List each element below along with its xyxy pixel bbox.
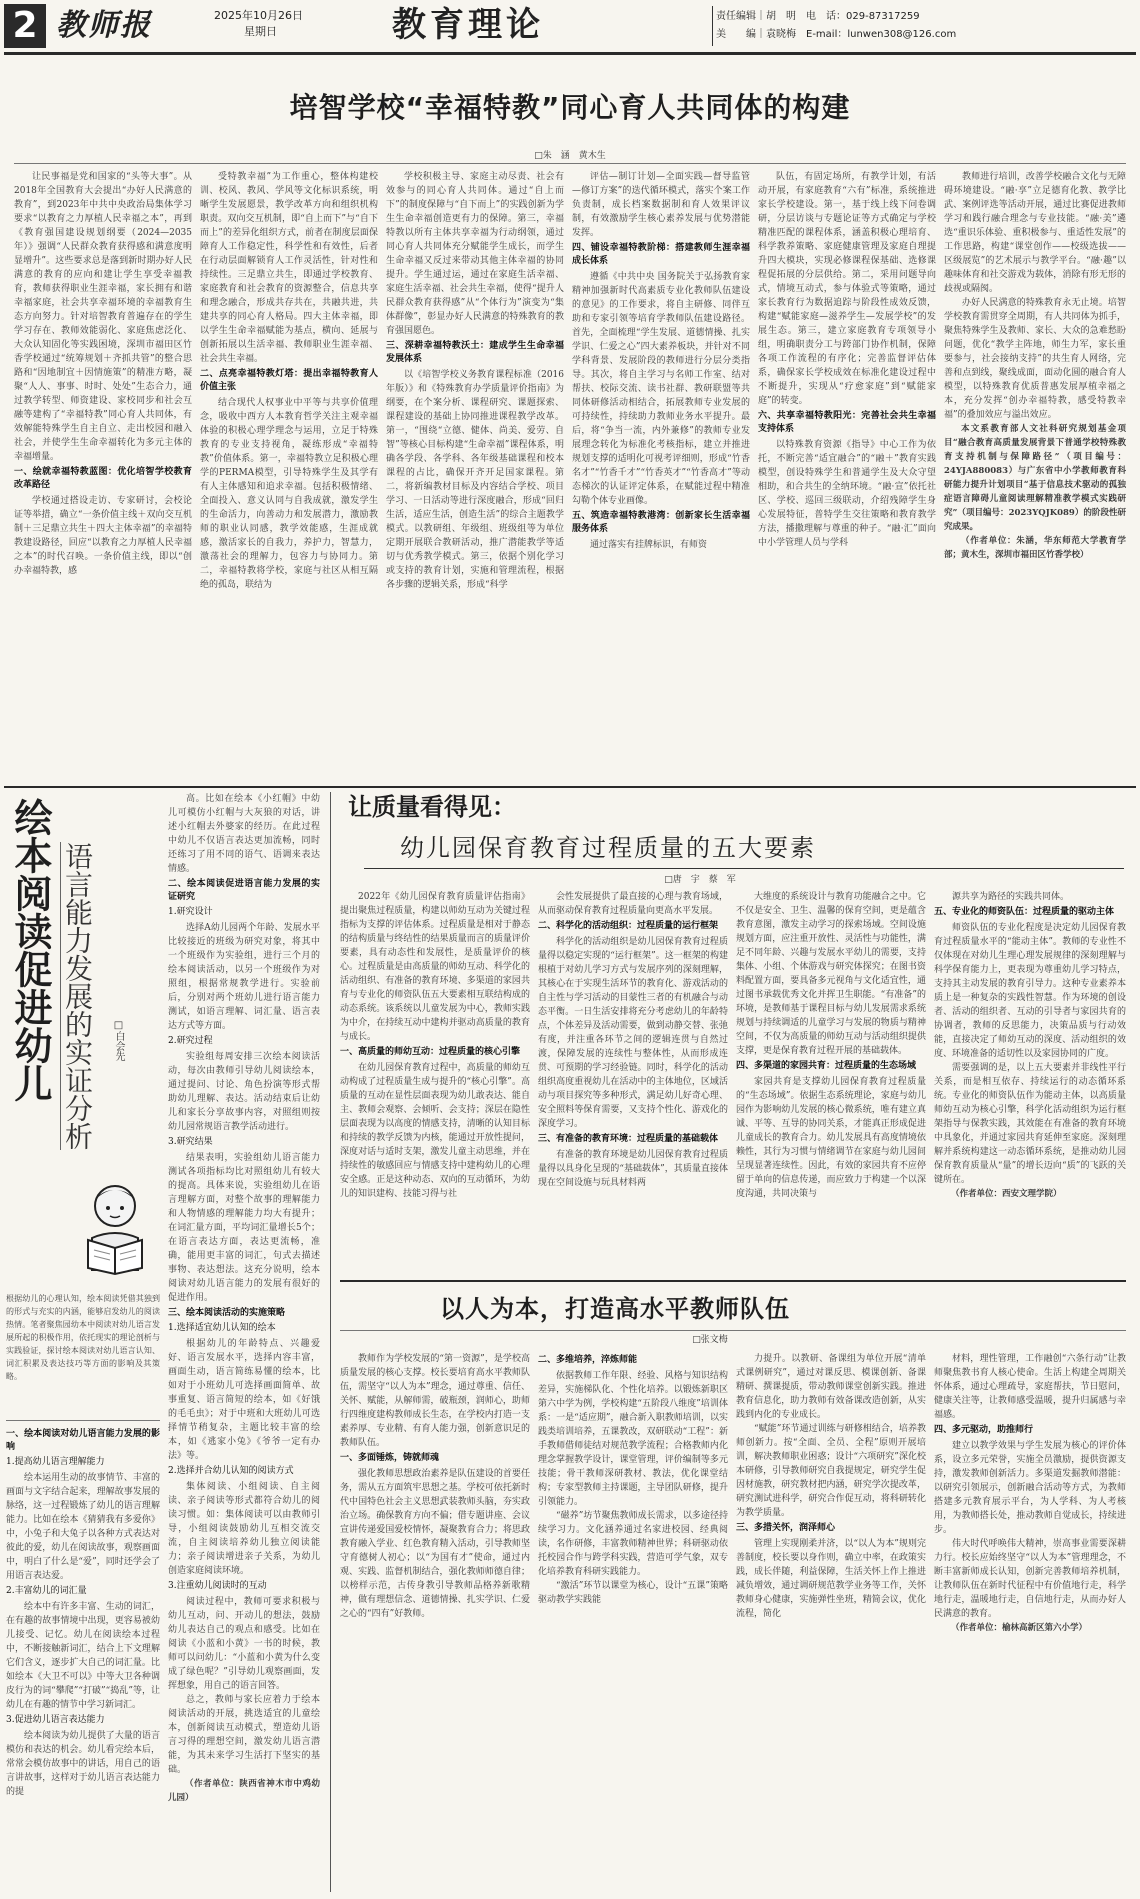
article3-column-1: [340, 890, 530, 1274]
abstract-rule: [6, 1420, 160, 1421]
section-rule: [4, 786, 1136, 788]
paragraph: “磁养”坊节聚焦教师成长需求，以多途径持续学习力。文化涵养通过名家进校园、经典阅读，名作研修，丰富教师精神世界；科研驱动依托校园合作与跨学科实践，营造可学气象，双专化培养教育科研实践能力。: [538, 1511, 728, 1577]
paragraph: 绘本中有许多丰富、生动的词汇，在有趣的故事情境中出现，更容易被幼儿接受、记忆。幼儿在阅读绘本过程中，不断接触新词汇，结合上下文理解它们含义，逐步扩大自己的词汇量。比如绘本《大卫不可以》中等大卫各种调皮行为的词“攀爬”“打破”“捣乱”等，让幼儿在有趣的情节中学习新词汇。: [6, 1602, 160, 1710]
paragraph: 实验组每周安排三次绘本阅读活动，每次由教师引导幼儿阅读绘本，通过提问、讨论、角色扮演等形式帮助幼儿理解、表达。活动结束后让幼儿和家长分享故事内容，对照组则按幼儿园常规语言教学活动进行。: [168, 1052, 320, 1132]
section-rule: [340, 1280, 1126, 1282]
section-title: 教育理论: [392, 5, 544, 45]
sub-subheading: 2.丰富幼儿的词汇量: [6, 1586, 87, 1596]
date: 2025年10月26日: [214, 9, 303, 22]
paragraph: 力提升。以教研、备课组为单位开展“清单式课例研究”，通过对课反思、模课创新、备课精研、撰课提质，带动教师课堂创新实践。推进教育信息化，助力教师有效备课改造创新，从实践到内化的专业成长。: [736, 1354, 926, 1420]
article3-column-2: [538, 890, 728, 1274]
subheading: 三、深耕幸福特教沃土：建成学生生命幸福发展体系: [386, 341, 564, 364]
sub-subheading: 2.研究过程: [168, 1036, 213, 1046]
sub-subheading: 1.选择适宜幼儿认知的绘本: [168, 1323, 276, 1333]
subheading: 二、多维培养，淬炼师能: [538, 1355, 638, 1365]
sub-subheading: 3.促进幼儿语言表达能力: [6, 1715, 105, 1725]
subheading: 一、高质量的师幼互动：过程质量的核心引擎: [340, 1047, 521, 1057]
paragraph: 强化教师思想政治素养是队伍建设的首要任务，需从五方面筑牢思想之基。学校可依托新时代中国特色社会主义思想武装教师头脑，夯实政治立场。确保教育方向不偏；借专题讲座、会议宣讲传递爱国爱校情怀，凝聚教育合力；将思政教育融入学业、红色教育精入活动，引导教师坚守育德树人初心；以“为国有才”使命，通过内观、实践、监督机制结合，强化教师师德自律；以榜样示范，古传身教引导教师品格养新歌精神，做有理想信念、道德情操、扎实学识、仁爱之心的“四有”好教师。: [340, 1469, 530, 1619]
paragraph: 在幼儿园保育教育过程中，高质量的师幼互动构成了过程质量生成与提升的“核心引擎”。高质量的互动在显性层面表现为幼儿敢表达、能自主、教师会观察、会倾听、会支持；深层在隐性层面表现为以高度的情感支持，清晰的认知目标和持续的教学反馈为内核，能通过开放性提问，深度对话与适时支架，激发儿童主动思维，并在持续性的敏感回应与情感支持中建构幼儿的心理安全感。正是这种动态、双向的互动循环，为幼儿的知识建构、技能习得与社: [340, 1063, 530, 1199]
paragraph: 教师作为学校发展的“第一资源”，是学校高质量发展的核心支撑。校长要培育高水平教师队伍，需坚守“以人为本”理念，通过尊重、信任、关怀、赋能，从解师需，破瓶颈，润师心，助师行四维度建构教师成长生态，在学校内打造一支素养厚、专业精、有育人能力强，创新意识足的教师队伍。: [340, 1354, 530, 1448]
paragraph: 学校通过搭设走访、专家研讨，会校论证等举措，确立“一条价值主线＋双向交互机制＋三足鼎立共生＋四大主体幸福”的幸福特教建设路径，回应“以教育之力厚植人民幸福之本”的时代召唤。一条价值主线，即以“创办幸福特教，感: [14, 496, 192, 576]
child-reading-illustration: [70, 1178, 160, 1278]
paragraph: 有准备的教育环境是幼儿园保育教育过程质量得以具身化呈现的“基础载体”，其质量直接体现在空间设施与玩具材料两: [538, 1150, 728, 1188]
author-affiliation: （作者单位：朱涵，华东师范大学教育学部；黄木生，深圳市福田区竹香学校）: [944, 536, 1126, 560]
issue-date: [214, 8, 303, 40]
author-affiliation: （作者单位：西安文理学院）: [951, 1189, 1062, 1199]
newspaper-logo: 教师报: [56, 8, 152, 43]
article3-title-rule: [364, 868, 1124, 869]
subheading: 五、专业化的师资队伍：过程质量的驱动主体: [934, 907, 1115, 917]
article1-byline: □朱 涵 黄木生: [534, 151, 606, 161]
funding-note: 本文系教育部人文社科研究规划基金项目“融合教育高质量发展背景下普通学校特殊教育支持机制与保障路径”（项目编号：24YJA880083）与广东省中小学教师教育科研能力提升计划项目“基于信息技术驱动的孤独症语言障碍儿童阅读理解精准教学模式实践研究”（项目编号：2023YQJK089）的阶段性研究成果。: [944, 424, 1126, 532]
editor-info: [716, 8, 956, 44]
paragraph: 会性发展提供了最直接的心理与教育场域，从而驱动保育教育过程质量向更高水平发展。: [538, 892, 728, 916]
paragraph: 绘本阅读为幼儿提供了大量的语言模仿和表达的机会。幼儿看完绘本后，常常会模仿故事中的讲话，用自己的语言讲故事，这样对于幼儿语言表达能力的提: [6, 1731, 160, 1797]
paragraph: 高。比如在绘本《小红帽》中幼儿可模仿小红帽与大灰狼的对话，讲述小红帽去外婆家的经历。在此过程中幼儿不仅语言表达更加流畅，同时还练习了用不同的语气、语调来表达情感。: [168, 794, 320, 874]
subheading: 三、有准备的教育环境：过程质量的基础载体: [538, 1134, 719, 1144]
subheading: 三、绘本阅读活动的实施策略: [168, 1308, 286, 1318]
paragraph: 以特殊教育资源《指导》中心工作为依托，不断完善“适宜融合”的“融＋”教育实践模型，创设特殊学生和普通学生及大众守望相助，和合共生的全纳环境。“融·宣”依托社区、学校、巡回三级联动，介绍残障学生身心发展特征，普特学生交往策略和教育教学方法，播撒理解与尊重的种子。“融·汇”面向中小学管理人员与学科: [758, 440, 936, 548]
paragraph: 学校积极主导、家庭主动尽责、社会有效参与的同心育人共同体。通过“自上而下”的制度保障与“自下而上”的实践创新为学生生命幸福创造更有力的保障。第三，幸福特教以所有主体共享幸福为行动纲领，通过同心育人共同体充分赋能学生成长，而学生生命幸福又反过来带动其他主体幸福的协同提升。学生通过运，通过在家庭生活幸福、家庭生活幸福、社会共生幸福，使得“提升人民群众教育获得感”从“个体行为”演变为“集体群像”，彰显办好人民满意的特殊教育的教育强国愿色。: [386, 172, 564, 336]
sub-subheading: 1.研究设计: [168, 907, 213, 917]
paragraph: 结果表明，实验组幼儿语言能力测试各项指标均比对照组幼儿有较大的提高。具体来说，实验组幼儿在语言理解方面，对整个故事的理解能力和人物情感的理解能力均大有提升；在词汇量方面，平均词汇量增长5个；在语言表达方面，表达更流畅，准确，能用更丰富的词汇，句式去描述事物、表达想法。这充分说明，绘本阅读对幼儿语言能力的发展有很好的促进作用。: [168, 1153, 320, 1303]
subheading: 二、科学化的活动组织：过程质量的运行框架: [538, 921, 719, 931]
article3-column-4: [934, 890, 1126, 1274]
paragraph: “赋能”环节通过训练与研修相结合，培养教师创新力。按“全面、全员、全程”原则开展培训，解决教师职业困惑；设计“六项研究”深化校本研修，引导教师研究自我提规定，研究学生促因材施教，研究教材把内涵，研究学次提改革，研究测试进科学，研究合作促互动，将科研转化为教学质量。: [736, 1424, 926, 1518]
page-number: 2: [4, 4, 46, 48]
paragraph: 绘本运用生动的故事情节、丰富的画面与文字结合起来，理解故事发展的脉络，这一过程锻炼了幼儿的语言理解能力。比如在绘本《猜猜我有多爱你》中，小兔子和大兔子以各种方式表达对彼此的爱，幼儿在阅读故事，观察画面中，明白了什么是“爱”，同时还学会了用语言表达爱。: [6, 1473, 160, 1581]
paragraph: 材料，理性管理，工作融创“六条行动”让教师聚焦教书育人核心使命。生活上构建全周期关怀体系，通过心理疏导，家庭帮扶，节日慰问，健康关注等，让教师感受温暖，提升归属感与幸福感。: [934, 1354, 1126, 1420]
subheading: 五、筑造幸福特教港湾：创新家长生活幸福服务体系: [572, 511, 750, 534]
paragraph: 建立以教学效果与学生发展为核心的评价体系，设立多元荣誉，实施全员激励，提供资源支持，激发教师创新活力。多渠道发掘教师潜能：以研究引领展示，创新融合活动等方式，为教师搭建多元教育展示平台，为人学科、为人考核用，为教师搭长处，推动教师自觉成长，持续进步。: [934, 1441, 1126, 1535]
article4-column-3: [736, 1352, 926, 1896]
subheading: 四、多渠道的家园共育：过程质量的生态场域: [736, 1061, 917, 1071]
paragraph: 2022年《幼儿园保育教育质量评估指南》提出聚焦过程质量，构建以师幼互动为关键过程指标为支撑的评估体系。过程质量是相对于静态的结构质量与终结性的结果质量而言的质量评价要素，具有动态性和发展性，是质量评价的核心。过程质量是由高质量的师幼互动、科学化的活动组织、有准备的教育环境、多渠道的家园共育与专业化的师资队伍五大要素相互联结构成的动态系统。该系统以儿童发展为中心，教师实践为中介，在持续互动中建构并驱动高质量的教育与成长。: [340, 892, 530, 1042]
paragraph: “激活”环节以课堂为核心，设计“五课”策略驱动教学实践能: [538, 1581, 728, 1605]
header-divider: [712, 6, 713, 46]
sub-subheading: 3.研究结果: [168, 1137, 213, 1147]
paragraph: 大维度的系统设计与教育功能融合之中。它不仅是安全、卫生、温馨的保育空间，更是蕴含教育意图，激发主动学习的探索场域。空间设施规划方面，应注重开放性、灵活性与功能性，满足不同年龄、兴趣与发展水平幼儿的需要，支持集体、小组、个体游戏与研究体探究；在图书资料配置方面，要具备多元视角与文化适宜性，通过图书承载优秀文化并挥卫生职能。“有准备”的环境，是教师基于课程目标与幼儿发展需求系统规划与持续调适的儿童学习与发展的物质与精神空间，不仅为高质量的师幼互动与活动组织提供支撑，更是保育教育过程开展的基础载体。: [736, 892, 926, 1056]
article1-column-2: [200, 170, 378, 782]
paragraph: 通过落实有挂牌标识，有师资: [590, 540, 708, 550]
paragraph: 让民事福是党和国家的“头等大事”。从2018年全国教育大会提出“办好人民满意的教育”，到2023年中共中央政治局集体学习要求“以教育之力厚植人民幸福之本”，再到《教育强国建设规划纲要（2024—2035年）》强调“人民群众教育获得感和满意度明显增升”。这些要求总是落到新时期办好人民满意的教育的应向和建让学生享受幸福教育，教师获得职业生涯幸福，家长拥有和谐幸福家庭，社会共享幸福环境的幸福教育生态方向努力。针对培智教育普遍存在的学生学习存在、教师效能弱化、家庭焦虑泛化、大众认知固化等实践困境，深圳市福田区竹香学校通过“统筹规划＋齐抓共管”的整合思路和“因地制宜＋因情施策”的精准方略，凝聚“人人、事事、时时、处处”生态合力，通过教学转型、师资建设、家校同步和社会互融等建构了“幸福特教”同心育人共同体，有效解能特殊学生自主自立、走出校园和融入社会，并使学生生命幸福转化为多元主体的幸福增量。: [14, 172, 192, 462]
article1-column-1: [14, 170, 192, 782]
article3-title-line2: 幼儿园保育教育过程质量的五大要素: [400, 834, 816, 862]
paragraph: 集体阅读、小组阅读、自主阅读、亲子阅读等形式都符合幼儿的阅读习惯。如：集体阅读可以由教师引导，小组阅读鼓励幼儿互相交流交流，自主阅读培养幼儿独立阅读能力；亲子阅读增进亲子关系，为幼儿创造家庭阅读环境。: [168, 1482, 320, 1576]
paragraph: 队伍，有固定场所，有教学计划，有活动开展，有家庭教育“六有”标准，系统推进家长学校建设。第一，基于线上线下问卷调研，分层访谈与专题论证等方式确定与学校精准匹配的课程体系，涵盖积极心理培育、科学教养策略、家庭健康管理及家庭自理提升四大模块，实现必修课程保基础、选修课程促拓展的分层供给。第二，采用问题导向式，情境互动式，参与体验式等策略，通过家长教育行为数据追踪与阶段性成效反馈，构建“赋能家庭—滋养学生—发展学校”的发展生态。第三，建立家庭教育专项领导小组，明确职责分工与跨部门协作机制，保障各项工作流程的有序化；完善监督评估体系，确保家长学校成效在标准化建设过程中不断提升，实现从“疗愈家庭”到“赋能家庭”的转变。: [758, 172, 936, 406]
article2-column-1: [6, 1426, 160, 1896]
article1-column-4: [572, 170, 750, 782]
paragraph: 管理上实现刚柔并济，以“以人为本”规则完善制度，校长要以身作则，确立中率，在政策实践，成长伴随，利益保障，生活关怀上作上推进减负增效，通过调研规范教学业务等工作，关怀教师身心健康，实施弹性坐班，精简会议，优化流程，简化: [736, 1539, 926, 1619]
weekday: 星期日: [244, 25, 277, 38]
paragraph: 评估—制订计划—全面实践—督导监管—修订方案”的迭代循环模式，落实个案工作负责制，成长档案数据制和育人效果评议制，有效激励学生核心素养发展与优势潜能发挥。: [572, 172, 750, 238]
editor-line: 责任编辑｜胡 明 电 话：029-87317259: [716, 11, 920, 22]
paragraph: 选择A幼儿园两个年龄、发展水平比较接近的班级为研究对象，将其中一个班级作为实验组，进行三个月的绘本阅读活动，以另一个班级作为对照组，根据常规教学进行。实验前后，分别对两个班幼儿进行语言能力测试，如语言理解、词汇量、语言表达方式等方面。: [168, 923, 320, 1031]
article1-column-6: [944, 170, 1126, 782]
article4-column-4: [934, 1352, 1126, 1896]
paragraph: 伟大时代呼唤伟大精神，崇高事业需要深耕力行。校长应始终坚守“以人为本”管理理念，不断丰富新师成长认知，创新完善教师培养机制，让教师队伍在新时代征程中有价值地行走，科学地行走，温暖地行走，自信地行走，从而办好人民满意的教育。: [934, 1539, 1126, 1619]
article1-column-5: [758, 170, 936, 782]
article1-title: 培智学校“幸福特教”同心育人共同体的构建: [289, 91, 851, 124]
article2-title-line2: 语言能力发展的实证分析: [61, 842, 94, 1150]
article1-rule: [14, 163, 1126, 164]
article4-byline: □张文梅: [692, 1335, 728, 1345]
article2-abstract: 根据幼儿的心理认知，绘本阅读凭借其独到的形式与充实的内涵，能够启发幼儿的阅读热情。笔者聚焦园幼本中阅读对幼儿语言发展所起的积极作用，依托现实的理论剖析与实践验证，探讨绘本阅读对幼儿语言认知、词汇积累及表达技巧等方面的影响及其策略。: [6, 1294, 160, 1381]
paragraph: 根据幼儿的年龄特点、兴趣爱好、语言发展水平，选择内容丰富，画面生动，语言简练易懂的绘本，比如对于小班幼儿可选择画面简单、故事重复、语言简短的绘本，如《好饿的毛毛虫》；对于中班和大班幼儿可选择情节稍复杂，主题比较丰富的绘本，如《逃家小兔》《爷爷一定有办法》等。: [168, 1339, 320, 1461]
designer-line: 美 编｜袁晓梅 E-mail：lunwen308@126.com: [716, 29, 957, 40]
article2-column-2: [168, 792, 320, 1896]
subheading: 四、多元驱动，助推师行: [934, 1425, 1034, 1435]
subheading: 一、绘本阅读对幼儿语言能力发展的影响: [6, 1429, 160, 1452]
subheading: 三、多措关怀，润泽师心: [736, 1523, 836, 1533]
article2-byline: □白会先: [113, 1020, 124, 1061]
paragraph: 家园共育是支撑幼儿园保育教育过程质量的“生态场域”。依据生态系统理论，家庭与幼儿园作为影响幼儿发展的核心微系统，唯有建立真诚、平等、互导的协同关系，才能真正形成促进儿童成长的教育合力。幼儿发展具有高度情境依赖性，其行为习惯与情绪调节在家庭与幼儿园间呈现显著连续性。因此，有效的家园共育不应停留于单向的信息传递，而应致力于构建一个以深度沟通，共同决策与: [736, 1077, 926, 1199]
paragraph: 阅读过程中，教师可要求积极与幼儿互动，问、开动儿的想法，鼓励幼儿表达自己的观点和感受。比如在阅读《小蓝和小黄》一书的时候，教师可以问幼儿：“小蓝和小黄为什么变成了绿色呢？”引导幼儿观察画面，发挥想象，用自己的语言回答。: [168, 1597, 320, 1691]
paragraph: 总之，教师与家长应着力于绘本阅读活动的开展，挑选适宜的儿童绘本，创新阅读互动模式，塑造幼儿语言习得的理想空间，激发幼儿语言潜能，为其未来学习生活打下坚实的基础。: [168, 1695, 320, 1775]
sub-subheading: 2.选择并合幼儿认知的阅读方式: [168, 1466, 294, 1476]
article4-column-2: [538, 1352, 728, 1896]
article2-title-line1: 绘本阅读促进幼儿: [8, 798, 53, 1102]
article3-column-3: [736, 890, 926, 1274]
subheading: 一、绘就幸福特教蓝图：优化培智学校教育改革路径: [14, 467, 192, 490]
paragraph: 受特教幸福”为工作重心，整体构建校训、校风、教风、学风等文化标识系统，明晰学生发展愿景，教学改革方向和组织机构职责。双向交互机制，即“自上而下”与“自下而上”的差异化组织方式，前者在制度层面保障育人工作稳定性，科学性和有效性，后者在行动层面解锁育人工作灵活性，针对性和持续性。三足鼎立共生，即通过学校教育、家庭教育和社会教育的资源整合，信息共享和理念融合，形成共存共在，共融共进，共建共享的同心育人格局。四大主体幸福，即以学生生命幸福赋能为基点，横向、延展与创新拓展以生活幸福、教师职业生涯幸福、社会共生幸福。: [200, 172, 378, 364]
subheading: 六、共享幸福特教阳光：完善社会共生幸福支持体系: [758, 411, 936, 434]
article3-title-line1: 让质量看得见：: [348, 793, 516, 821]
author-affiliation: （作者单位：陕西省神木市中鸡幼儿园）: [168, 1779, 320, 1803]
author-affiliation: （作者单位：榆林高新区第六小学）: [951, 1623, 1088, 1633]
article4-column-1: [340, 1352, 530, 1896]
paragraph: 需要强调的是，以上五大要素并非线性平行关系，而是相互依存、持续运行的动态循环系统。专业化的师资队伍作为能动主体，以高质量师幼互动为核心引擎，科学化活动组织为运行框架指导与保教实践，其效能在有准备的教育环境中具象化，并通过家园共育延伸至家庭。深刻理解并系统构建这一动态循环系统，是推动幼儿园保育教育质量从“量”的增长迈向“质”的飞跃的关键所在。: [934, 1063, 1126, 1185]
paragraph: 办好人民满意的特殊教育永无止境。培智学校教育需贯穿全周期，有人共同体为抓手，聚焦特殊学生及教师、家长、大众的急难愁盼问题，优化“教学主阵地，师生力军，家长重要参与，社会接纳支持”的共生育人网络，完善和点到线，聚线成面，面动化圆的融合育人模型，以特殊教育优质普惠发展厚植幸福之本，充分发挥“创办幸福特教，感受特教幸福”的叠加效应与溢出效应。: [944, 298, 1126, 420]
paragraph: 结合现代人权事业中平等与共享价值理念，吸收中西方人本教育哲学关注主观幸福体验的积极心理学理念与运用，立足于特殊教育的专业支持视角，凝练形成“幸福特教”价值体系。第一，幸福特教立足积极心理学的PERMA模型，引导特殊学生及其学有有人主体感知和追求幸福。包括积极情绪、全面投入、意义认同与自我成就，激发学生的生命活力，向善动力和发展潜力，激励教师的职业认同感，教学效能感，生涯成就感，激活家长的自我力，养护力，智慧力，激荡社会的理解力，包容力与协同力。第二，幸福特教将学校，家庭与社区从相互隔绝的孤岛，联结为: [200, 398, 378, 590]
subheading: 二、点亮幸福特教灯塔：提出幸福特教育人价值主张: [200, 369, 378, 392]
paragraph: 科学化的活动组织是幼儿园保育教育过程质量得以稳定实现的“运行框架”。这一框架的构建根植于对幼儿学习方式与发展序列的深刻理解，其核心在于实现生活环节的教育化、游戏活动的自主性与学习活动的目蒙性三者的有机融合与动态平衡。一日生活安排将充分考虑幼儿的年龄特点，个体差异及活动需要，做到动静交替、张弛有度，并注重各环节之间的逻辑连贯与自然过渡，保障发展的连续性与整体性，从而形成连贯、可预期的学习经验链。同时，科学化的活动组织高度重视幼儿在活动中的主体地位，区域活动与项目探究等多种形式，满足幼儿好奇心理、安全照料等保育需要，又支持个性化、游戏化的深度学习。: [538, 937, 728, 1129]
header-rule: [4, 52, 1136, 55]
sub-subheading: 1.提高幼儿语言理解能力: [6, 1457, 105, 1467]
column-divider: [330, 792, 331, 1892]
paragraph: 源共享为路径的实践共同体。: [952, 892, 1070, 902]
article4-title: 以人为本，打造高水平教师队伍: [440, 1295, 790, 1323]
article1-column-3: [386, 170, 564, 782]
paragraph: 遵循《中共中央 国务院关于弘扬教育家精神加强新时代高素质专业化教师队伍建设的意见》的工作要求，将自主研修、同伴互助和专家引领等培育学教师队伍建设路径。首先，全面梳理“学生发展、道德情操、扎实学识、仁爱之心”四大素养板块，并针对不同学科背景、发展阶段的教师进行分层分类指导。其次，将自主学习与名师工作室、结对帮扶、校际交流、读书社群、教研联盟等共同体研修活动相结合，拓展教师专业发展的可持续性，持续助力教师业务水平提升。最后，将“争当一流，内外兼修”的教师专业发展理念转化为标准化考核指标，建立并推进规划支撑的适明化可视考评细则，形成“竹香名才”“竹香千才”“竹香英才”“竹香高才”等动态梯次的认证评定体系，在赋能过程中精准勾勒个体专业画像。: [572, 272, 750, 506]
paragraph: 依据教师工作年限、经验、风格与知识结构差异，实施梯队化、个性化培养。以锻炼新职区第六中学为例，学校构建“五阶段八维度”培训体系：一是“适应期”，融合新入职教师培训，以实践类培训培养，五课教改，双研联动“工程”：新手教师借师徒结对规范教学流程；合格教师内化理念掌握教学设计，课堂管理，评价编制等多元技能；骨干教师深研教材、教法，优化课堂结构；专家型教师主持课题，主导团队研修，提升引领能力。: [538, 1371, 728, 1507]
article4-rule: [340, 1330, 1126, 1331]
article3-byline: □唐 宇 蔡 军: [664, 875, 736, 885]
paragraph: 教师进行培训，改善学校融合文化与无障碍环境建设。“融·享”立足德育化教、教学比武、案例评选等活动开展，通过比赛促进教师学习和践行融合理念与专业技能。“融·美”遴选“重识乐体验、重积极参与、重适性发展”的工作思路，构建“课堂创作——校级选拔——区级展览”的艺术展示与教学平台。“融·趣”以趣味体育和社交游戏为载体，消除有形无形的歧视或隔阂。: [944, 172, 1126, 294]
subheading: 二、绘本阅读促进语言能力发展的实证研究: [168, 879, 320, 902]
paragraph: 以《培智学校义务教育课程标准（2016年版）》和《特殊教育办学质量评价指南》为纲要，在个案分析、课程研究、课题探索、课程建设的基础上协同推进课程教学改革。第一，“围绕“立德、健体、尚美、爱劳、自智”等核心目标构建“生命幸福”课程体系，明确各学段、各学科、各年级基础课程和校本课程的占比，确保开齐开足国家课程。第二，将新编教材目标及内容结合学校、项目学习、一日活动等进行深度融合，形成“回归生活，适应生活，创造生活”的综合主题教学模式。以教研组、年级组、班级组等为单位定期开展联合教研活动，推广潜能教学等适切与优秀教学模式。第三，依据个别化学习或支持的教育计划，实施和管理流程，根据各步骤的逻辑关系，形成“科学: [386, 370, 564, 590]
subheading: 一、多面锤炼，铸就师魂: [340, 1453, 440, 1463]
paragraph: 师资队伍的专业化程度是决定幼儿园保育教育过程质量水平的“能动主体”。教师的专业性不仅体现在对幼儿生理心理发展规律的深刻理解与科学保育能力上，更表现为尊重幼儿学习特点，支持其主动发展的教育引导力。这种专业素养本质上是一种复杂的实践性智慧。作为环境的创设者、活动的组织者、互动的引导者与家园共育的协调者，教师的反思能力，决策品质与行动效能，直接决定了师幼互动的深度、活动组织的效度、环境准备的适切性以及家园协同的广度。: [934, 923, 1126, 1059]
subheading: 四、铺设幸福特教阶梯：搭建教师生涯幸福成长体系: [572, 243, 750, 266]
sub-subheading: 3.注重幼儿阅读时的互动: [168, 1581, 267, 1591]
